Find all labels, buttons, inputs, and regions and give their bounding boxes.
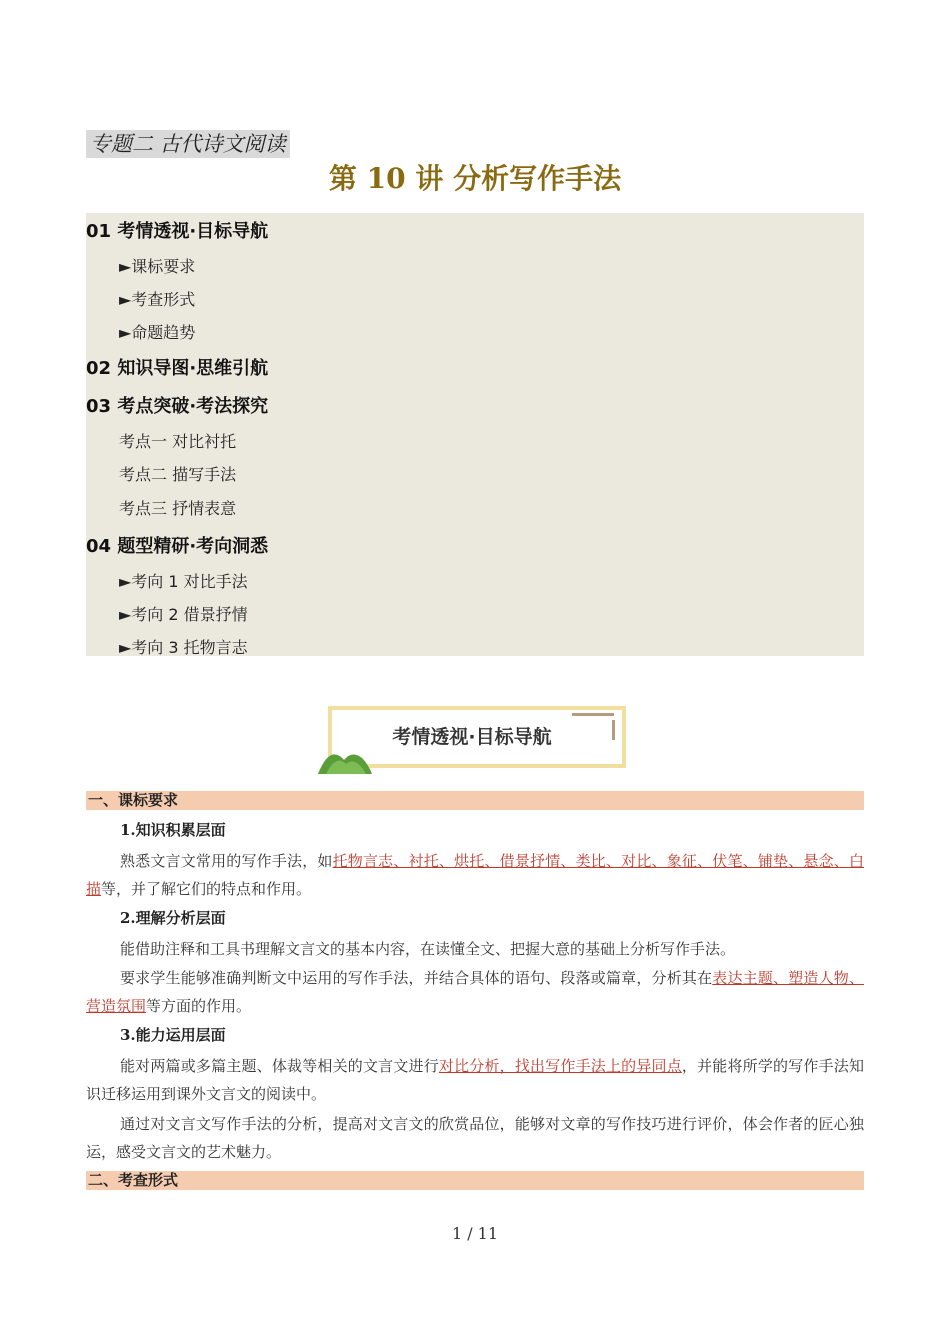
toc-heading-4[interactable]: 04 题型精研·考向洞悉 (86, 536, 269, 557)
highlight-comparison: 对比分析，找出写作手法上的异同点 (438, 1057, 682, 1075)
subheading-understanding: 2.理解分析层面 (120, 909, 226, 927)
toc-item[interactable]: ►课标要求 (119, 257, 196, 276)
banner-decoration-bar (572, 713, 614, 716)
paragraph-application: 能对两篇或多篇主题、体裁等相关的文言文进行对比分析，找出写作手法上的异同点，并能将所学的写作手法知识迁移运用到课外文言文的阅读中。 (86, 1057, 864, 1103)
paragraph-knowledge: 熟悉文言文常用的写作手法，如托物言志、衬托、烘托、借景抒情、类比、对比、象征、伏笔、铺垫、悬念、白描等，并了解它们的特点和作用。 (86, 852, 864, 898)
paragraph-appreciation: 通过对文言文写作手法的分析，提高对文言文的欣赏品位，能够对文章的写作技巧进行评价，体会作者的匠心独运，感受文言文的艺术魅力。 (86, 1115, 864, 1161)
section-banner (316, 700, 628, 776)
toc-item[interactable]: 考点三 抒情表意 (119, 499, 237, 518)
page-number: 1 / 11 (451, 1224, 499, 1243)
subheading-application: 3.能力运用层面 (120, 1026, 226, 1044)
highlight-techniques: 托物言志、衬托、烘托、借景抒情、类比、对比、象征、伏笔、铺垫、悬念、白描 (86, 852, 864, 898)
toc-item[interactable]: ►命题趋势 (119, 323, 196, 342)
toc-item[interactable]: 考点二 描写手法 (119, 465, 237, 484)
table-of-contents (86, 213, 864, 656)
lecture-title: 第 10 讲 分析写作手法 (328, 162, 622, 195)
toc-heading-3[interactable]: 03 考点突破·考法探究 (86, 396, 269, 417)
highlight-effects: 表达主题、塑造人物、营造氛围 (86, 969, 864, 1015)
banner-title: 考情透视·目标导航 (392, 726, 552, 748)
toc-heading-2[interactable]: 02 知识导图·思维引航 (86, 358, 269, 379)
section-title-2: 二、考查形式 (86, 1171, 864, 1190)
toc-heading-1[interactable]: 01 考情透视·目标导航 (86, 221, 269, 242)
section-title-1: 一、课标要求 (86, 791, 864, 810)
paragraph-analysis: 要求学生能够准确判断文中运用的写作手法，并结合具体的语句、段落或篇章，分析其在表达主题、塑造人物、营造氛围等方面的作用。 (86, 969, 864, 1015)
toc-item[interactable]: ►考向 1 对比手法 (119, 572, 248, 591)
toc-item[interactable]: ►考查形式 (119, 290, 196, 309)
topic-label: 专题二 古代诗文阅读 (86, 130, 290, 158)
subheading-knowledge: 1.知识积累层面 (120, 821, 226, 839)
paragraph-understanding: 能借助注释和工具书理解文言文的基本内容，在读懂全文、把握大意的基础上分析写作手法。 (120, 940, 736, 958)
toc-item[interactable]: 考点一 对比衬托 (119, 432, 237, 451)
toc-item[interactable]: ►考向 2 借景抒情 (119, 605, 248, 624)
toc-item[interactable]: ►考向 3 托物言志 (119, 638, 248, 657)
